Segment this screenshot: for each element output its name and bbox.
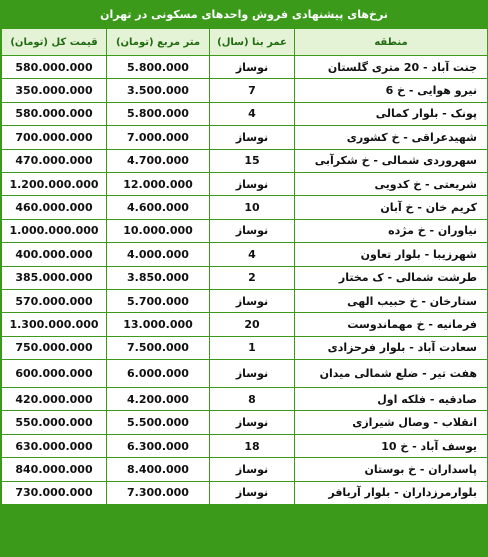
cell-age: نوساز	[210, 173, 294, 195]
cell-price-total: 1.200.000.000	[2, 173, 106, 195]
cell-price-total: 1.300.000.000	[2, 313, 106, 335]
table-body	[2, 56, 487, 504]
cell-region: نیاوران - خ مژده	[295, 220, 487, 242]
cell-price-sqm: 4.700.000	[107, 150, 209, 172]
cell-age: 4	[210, 103, 294, 125]
cell-price-total: 550.000.000	[2, 411, 106, 433]
cell-age: 20	[210, 313, 294, 335]
cell-age: 8	[210, 388, 294, 410]
cell-age: نوساز	[210, 290, 294, 312]
cell-region: انقلاب - وصال شیرازی	[295, 411, 487, 433]
header-price-sqm: متر مربع (تومان)	[107, 29, 209, 55]
cell-age: 7	[210, 79, 294, 101]
cell-region: سعادت آباد - بلوار فرحزادی	[295, 337, 487, 359]
cell-price-total: 385.000.000	[2, 267, 106, 289]
cell-price-sqm: 4.000.000	[107, 243, 209, 265]
cell-price-total: 400.000.000	[2, 243, 106, 265]
cell-region: کریم خان - خ آبان	[295, 196, 487, 218]
cell-price-sqm: 3.500.000	[107, 79, 209, 101]
cell-region: ستارخان - خ حبیب الهی	[295, 290, 487, 312]
cell-region: پاسداران - خ بوستان	[295, 458, 487, 480]
cell-age: 18	[210, 435, 294, 457]
cell-price-sqm: 4.600.000	[107, 196, 209, 218]
cell-region: جنت آباد - 20 متری گلستان	[295, 56, 487, 78]
cell-age: نوساز	[210, 458, 294, 480]
cell-price-total: 350.000.000	[2, 79, 106, 101]
table-row	[2, 150, 487, 172]
cell-age: نوساز	[210, 482, 294, 504]
cell-region: شریعتی - خ کدویی	[295, 173, 487, 195]
cell-price-total: 730.000.000	[2, 482, 106, 504]
cell-region: سهروردی شمالی - خ شکرآبی	[295, 150, 487, 172]
cell-price-sqm: 13.000.000	[107, 313, 209, 335]
cell-price-total: 420.000.000	[2, 388, 106, 410]
cell-price-sqm: 10.000.000	[107, 220, 209, 242]
cell-region: یوسف آباد - خ 10	[295, 435, 487, 457]
cell-price-sqm: 3.850.000	[107, 267, 209, 289]
cell-age: نوساز	[210, 56, 294, 78]
cell-region: پونک - بلوار کمالی	[295, 103, 487, 125]
table-row	[2, 313, 487, 335]
table-row	[2, 267, 487, 289]
cell-age: نوساز	[210, 411, 294, 433]
table-row	[2, 220, 487, 242]
housing-price-table	[1, 28, 488, 505]
cell-region: شهرزیبا - بلوار تعاون	[295, 243, 487, 265]
table-row	[2, 435, 487, 457]
table-row	[2, 173, 487, 195]
cell-price-sqm: 7.500.000	[107, 337, 209, 359]
table-row	[2, 103, 487, 125]
table-row	[2, 388, 487, 410]
cell-price-total: 750.000.000	[2, 337, 106, 359]
cell-region: نیرو هوایی - خ 6	[295, 79, 487, 101]
table-row	[2, 126, 487, 148]
header-region: منطقه	[295, 29, 487, 55]
cell-price-sqm: 8.400.000	[107, 458, 209, 480]
table-row	[2, 56, 487, 78]
cell-price-sqm: 5.800.000	[107, 56, 209, 78]
cell-price-sqm: 5.700.000	[107, 290, 209, 312]
table-row	[2, 411, 487, 433]
header-price-total: قیمت کل (تومان)	[2, 29, 106, 55]
cell-age: نوساز	[210, 360, 294, 387]
cell-price-sqm: 6.300.000	[107, 435, 209, 457]
header-row	[2, 29, 487, 55]
cell-price-sqm: 7.000.000	[107, 126, 209, 148]
cell-price-total: 470.000.000	[2, 150, 106, 172]
cell-price-total: 700.000.000	[2, 126, 106, 148]
cell-age: 1	[210, 337, 294, 359]
cell-region: صادقیه - فلکه اول	[295, 388, 487, 410]
header-age: عمر بنا (سال)	[210, 29, 294, 55]
cell-region: بلوارمرزداران - بلوار آریافر	[295, 482, 487, 504]
cell-price-sqm: 4.200.000	[107, 388, 209, 410]
cell-price-sqm: 5.800.000	[107, 103, 209, 125]
cell-price-total: 580.000.000	[2, 103, 106, 125]
cell-price-total: 580.000.000	[2, 56, 106, 78]
table-row	[2, 458, 487, 480]
cell-age: 4	[210, 243, 294, 265]
cell-price-sqm: 12.000.000	[107, 173, 209, 195]
cell-age: 15	[210, 150, 294, 172]
cell-age: نوساز	[210, 220, 294, 242]
cell-price-total: 460.000.000	[2, 196, 106, 218]
table-row	[2, 79, 487, 101]
cell-region: هفت تیر - ضلع شمالی میدان	[295, 360, 487, 387]
cell-price-sqm: 5.500.000	[107, 411, 209, 433]
cell-age: نوساز	[210, 126, 294, 148]
cell-age: 2	[210, 267, 294, 289]
cell-age: 10	[210, 196, 294, 218]
table-row	[2, 482, 487, 504]
cell-region: طرشت شمالی - ک مختار	[295, 267, 487, 289]
cell-price-sqm: 7.300.000	[107, 482, 209, 504]
cell-region: شهیدعراقی - خ کشوری	[295, 126, 487, 148]
table-row	[2, 290, 487, 312]
table-row	[2, 360, 487, 387]
table-row	[2, 337, 487, 359]
cell-price-sqm: 6.000.000	[107, 360, 209, 387]
cell-price-total: 840.000.000	[2, 458, 106, 480]
cell-price-total: 570.000.000	[2, 290, 106, 312]
table-title: نرخ‌های پیشنهادی فروش واحدهای مسکونی در تهران	[1, 1, 487, 29]
cell-price-total: 1.000.000.000	[2, 220, 106, 242]
table-row	[2, 196, 487, 218]
cell-price-total: 630.000.000	[2, 435, 106, 457]
table-row	[2, 243, 487, 265]
cell-region: فرمانیه - خ مهماندوست	[295, 313, 487, 335]
cell-price-total: 600.000.000	[2, 360, 106, 387]
